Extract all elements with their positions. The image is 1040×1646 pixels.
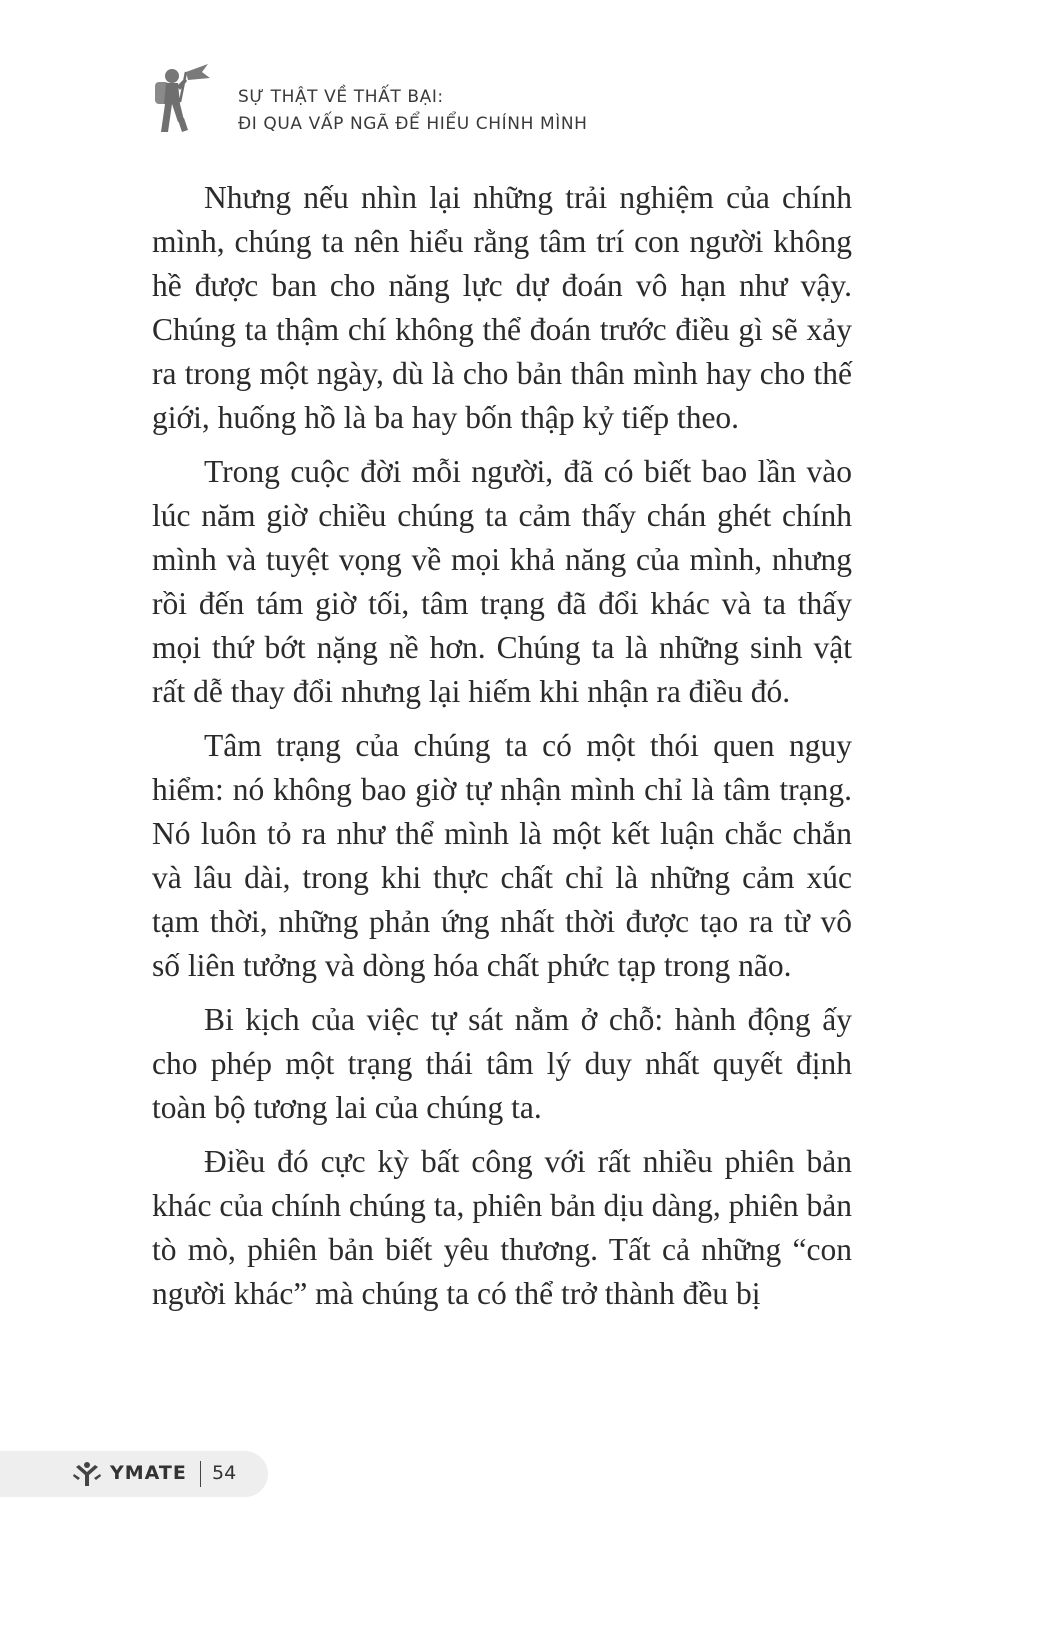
divider <box>200 1461 201 1487</box>
paragraph: Bi kịch của việc tự sát nằm ở chỗ: hành động ấy cho phép một trạng thái tâm lý duy nhất quyết định toàn bộ tương lai của chúng ta. <box>152 1002 852 1125</box>
hiker-with-flag-icon <box>150 58 240 148</box>
body-text <box>152 176 852 1326</box>
brand-name: YMATE <box>110 1462 187 1484</box>
page-footer <box>0 1451 268 1497</box>
page-number: 54 <box>212 1462 237 1484</box>
header-title-line-1: SỰ THẬT VỀ THẤT BẠI: <box>238 87 444 107</box>
paragraph: Điều đó cực kỳ bất công với rất nhiều phiên bản khác của chính chúng ta, phiên bản dịu dàng, phiên bản tò mò, phiên bản biết yêu thương. Tất cả những “con người khác” mà chúng ta có thể trở thành đều bị <box>152 1144 852 1311</box>
paragraph: Tâm trạng của chúng ta có một thói quen nguy hiểm: nó không bao giờ tự nhận mình chỉ là tâm trạng. Nó luôn tỏ ra như thể mình là một kết luận chắc chắn và lâu dài, trong khi thực chất chỉ là những cảm xúc tạm thời, những phản ứng nhất thời được tạo ra từ vô số liên tưởng và dòng hóa chất phức tạp trong não. <box>152 728 852 983</box>
ymate-logo-icon <box>72 1459 102 1489</box>
running-header-title <box>238 84 588 138</box>
paragraph: Nhưng nếu nhìn lại những trải nghiệm của chính mình, chúng ta nên hiểu rằng tâm trí con người không hề được ban cho năng lực dự đoán vô hạn như vậy. Chúng ta thậm chí không thể đoán trước điều gì sẽ xảy ra trong một ngày, dù là cho bản thân mình hay cho thế giới, huống hồ là ba hay bốn thập kỷ tiếp theo. <box>152 180 852 435</box>
paragraph: Trong cuộc đời mỗi người, đã có biết bao lần vào lúc năm giờ chiều chúng ta cảm thấy chán ghét chính mình và tuyệt vọng về mọi khả năng của mình, nhưng rồi đến tám giờ tối, tâm trạng đã đổi khác và ta thấy mọi thứ bớt nặng nề hơn. Chúng ta là những sinh vật rất dễ thay đổi nhưng lại hiếm khi nhận ra điều đó. <box>152 454 852 709</box>
running-header <box>150 58 870 148</box>
header-title-line-2: ĐI QUA VẤP NGÃ ĐỂ HIỂU CHÍNH MÌNH <box>238 114 588 134</box>
